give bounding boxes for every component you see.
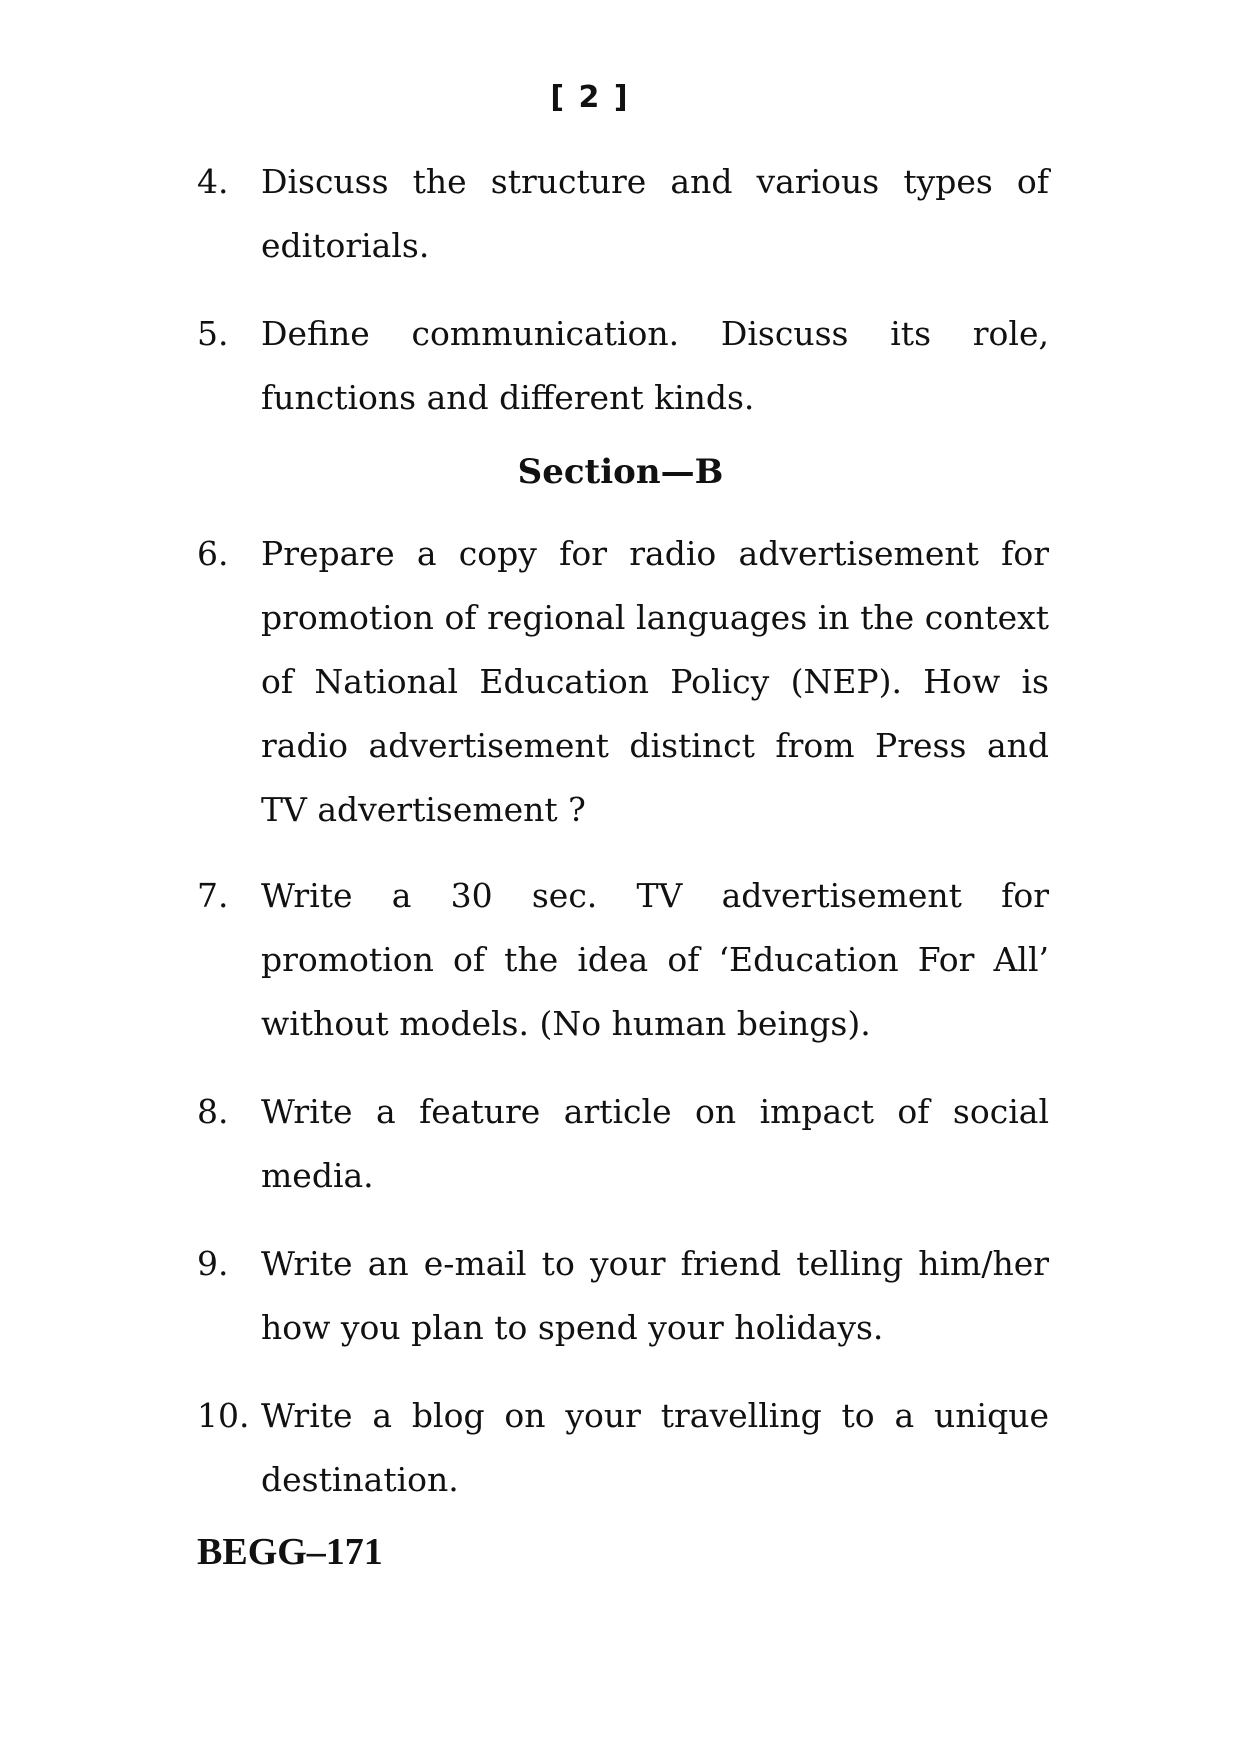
question-text: Discuss the structure and various types of editorials. bbox=[261, 162, 1049, 265]
paper-code: BEGG–171 bbox=[197, 1531, 383, 1573]
question-8 bbox=[197, 1080, 1049, 1208]
question-number: 6. bbox=[197, 534, 229, 573]
section-heading: Section—B bbox=[517, 452, 724, 492]
page-number: [ 2 ] bbox=[550, 80, 630, 115]
question-number: 10. bbox=[197, 1396, 250, 1435]
question-number: 8. bbox=[197, 1092, 229, 1131]
question-7 bbox=[197, 864, 1049, 1056]
question-5 bbox=[197, 302, 1049, 430]
question-4 bbox=[197, 150, 1049, 278]
question-text: Write a 30 sec. TV advertisement for promotion of the idea of ‘Education For All’ without models. (No human beings). bbox=[261, 876, 1049, 1043]
question-number: 4. bbox=[197, 162, 229, 201]
question-number: 9. bbox=[197, 1244, 229, 1283]
question-number: 7. bbox=[197, 876, 229, 915]
question-text: Write an e-mail to your friend telling him/her how you plan to spend your holidays. bbox=[261, 1244, 1049, 1347]
question-6 bbox=[197, 522, 1049, 842]
question-text: Write a feature article on impact of social media. bbox=[261, 1092, 1049, 1195]
question-number: 5. bbox=[197, 314, 229, 353]
question-text: Define communication. Discuss its role, functions and different kinds. bbox=[261, 314, 1049, 417]
question-10 bbox=[197, 1384, 1049, 1512]
question-9 bbox=[197, 1232, 1049, 1360]
question-text: Write a blog on your travelling to a unique destination. bbox=[261, 1396, 1049, 1499]
question-text: Prepare a copy for radio advertisement for promotion of regional languages in the context of National Education Policy (NEP). How is radio advertisement distinct from Press and TV advertisement ? bbox=[261, 534, 1049, 829]
